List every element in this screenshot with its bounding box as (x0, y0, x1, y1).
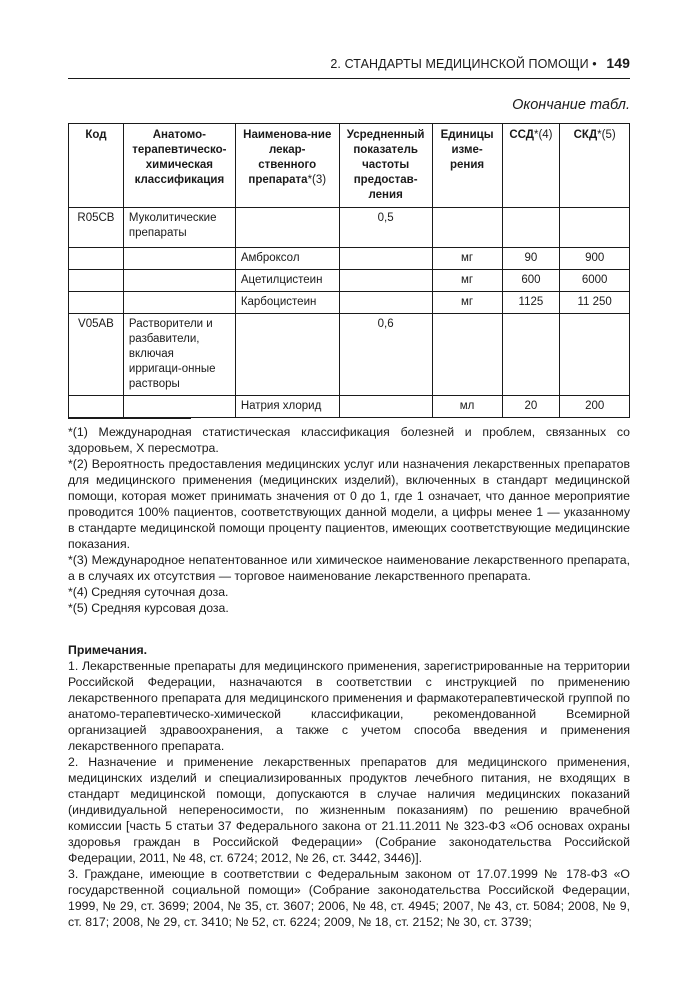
cell-atc: Муколитические препараты (123, 208, 235, 248)
cell-atc: Растворители и разбавители, включая ирригаци-онные растворы (123, 314, 235, 396)
cell-ssd: 1125 (502, 292, 560, 314)
cell-atc (123, 292, 235, 314)
table-row (69, 396, 630, 418)
header-ssd-ref: *(4) (533, 129, 553, 141)
cell-atc (123, 248, 235, 270)
cell-skd: 6000 (560, 270, 630, 292)
cell-skd: 900 (560, 248, 630, 270)
cell-frequency: 0,5 (339, 208, 432, 248)
cell-code (69, 248, 124, 270)
table-row (69, 248, 630, 270)
cell-unit (432, 314, 502, 396)
footnote: *(4) Средняя суточная доза. (68, 585, 229, 599)
cell-skd (560, 208, 630, 248)
running-head (68, 55, 630, 71)
cell-unit: мг (432, 270, 502, 292)
header-drug-name-ref: *(3) (307, 174, 327, 186)
table-row (69, 314, 630, 396)
table-row (69, 270, 630, 292)
cell-ssd: 90 (502, 248, 560, 270)
footnote: *(5) Средняя курсовая доза. (68, 601, 229, 615)
standard-table (68, 123, 630, 418)
header-rule (68, 78, 630, 79)
notes-section (68, 642, 630, 930)
section-title: 2. СТАНДАРТЫ МЕДИЦИНСКОЙ ПОМОЩИ (330, 57, 589, 71)
cell-atc (123, 270, 235, 292)
cell-frequency (339, 396, 432, 418)
footnote: *(2) Вероятность предоставления медицинских услуг или назначения лекарственных препаратов для медицинского применения (медицинских изделий), включенных в стандарт медицинской помощи, которая может принимать значения от 0 до 1, где 1 означает, что данное мероприятие проводится 100% пациентов, соответствующих данной модели, а цифры менее 1 — указанному в стандарте медицинской помощи проценту пациентов, имеющих соответствующие медицинские показания. (68, 457, 630, 551)
cell-ssd: 600 (502, 270, 560, 292)
header-atc: Анатомо-терапевтическо-химическая классификация (123, 124, 235, 208)
cell-frequency: 0,6 (339, 314, 432, 396)
note-item: 1. Лекарственные препараты для медицинского применения, зарегистрированные на территории Российской Федерации, назначаются в соответствии с инструкцией по применению лекарственного препарата для медицинского применения и фармакотерапевтической группой по анатомо-терапевтическо-химической классификации, рекомендованной Всемирной организацией здравоохранения, а также с учетом способа введения и применения лекарственного препарата. (68, 659, 630, 753)
footnotes (68, 424, 630, 616)
cell-unit (432, 208, 502, 248)
header-drug-name (235, 124, 339, 208)
table-continuation-label: Окончание табл. (512, 97, 630, 113)
cell-skd: 200 (560, 396, 630, 418)
cell-drug: Натрия хлорид (235, 396, 339, 418)
cell-drug (235, 208, 339, 248)
cell-code: R05CB (69, 208, 124, 248)
footnote: *(1) Международная статистическая классификация болезней и проблем, связанных со здоровьем, X пересмотра. (68, 425, 630, 455)
cell-skd (560, 314, 630, 396)
table-row (69, 292, 630, 314)
cell-frequency (339, 292, 432, 314)
cell-code (69, 396, 124, 418)
cell-code (69, 270, 124, 292)
table-row (69, 208, 630, 248)
notes-title: Примечания. (68, 643, 148, 657)
cell-atc (123, 396, 235, 418)
page-number: 149 (606, 55, 630, 71)
header-ssd-text: ССД (509, 129, 534, 141)
header-skd-text: СКД (573, 129, 598, 141)
note-item: 3. Граждане, имеющие в соответствии с Федеральным законом от 17.07.1999 № 178-ФЗ «О государственной социальной помощи» (Собрание законодательства Российской Федерации, 1999, № 29, ст. 3699; 2004, № 35, ст. 3607; 2006, № 48, ст. 4945; 2007, № 43, ст. 5084; 2008, № 9, ст. 817; 2008, № 29, ст. 3410; № 52, ст. 6224; 2009, № 18, ст. 2152; № 30, ст. 3739; (68, 867, 630, 929)
cell-drug (235, 314, 339, 396)
cell-frequency (339, 248, 432, 270)
cell-drug: Амброксол (235, 248, 339, 270)
header-drug-name-text: Наименова-ние лекар-ственного препарата (243, 129, 332, 186)
cell-unit: мг (432, 292, 502, 314)
cell-code (69, 292, 124, 314)
cell-ssd (502, 208, 560, 248)
cell-drug: Карбоцистеин (235, 292, 339, 314)
header-code: Код (69, 124, 124, 208)
header-frequency: Усредненный показатель частоты предостав-ления (339, 124, 432, 208)
bullet-separator: • (592, 57, 597, 71)
cell-unit: мг (432, 248, 502, 270)
table-header-row (69, 124, 630, 208)
cell-ssd: 20 (502, 396, 560, 418)
note-item: 2. Назначение и применение лекарственных препаратов для медицинского применения, медицинских изделий и специализированных продуктов лечебного питания, не входящих в стандарт медицинской помощи, допускаются в случае наличия медицинских показаний (индивидуальной непереносимости, по жизненным показаниям) по решению врачебной комиссии [часть 5 статьи 37 Федерального закона от 21.11.2011 № 323-ФЗ «Об основах охраны здоровья граждан в Российской Федерации» (Собрание законодательства Российской Федерации, 2011, № 48, ст. 6724; 2012, № 26, ст. 3442, 3446)]. (68, 755, 630, 865)
header-skd (560, 124, 630, 208)
header-skd-ref: *(5) (597, 129, 616, 141)
cell-code: V05AB (69, 314, 124, 396)
footnote: *(3) Международное непатентованное или химическое наименование лекарственного препарата, а в случаях их отсутствия — торговое наименование лекарственного препарата. (68, 553, 630, 583)
cell-drug: Ацетилцистеин (235, 270, 339, 292)
header-units: Единицы изме-рения (432, 124, 502, 208)
cell-frequency (339, 270, 432, 292)
footnote-rule (68, 418, 191, 419)
cell-skd: 11 250 (560, 292, 630, 314)
header-ssd (502, 124, 560, 208)
cell-unit: мл (432, 396, 502, 418)
cell-ssd (502, 314, 560, 396)
